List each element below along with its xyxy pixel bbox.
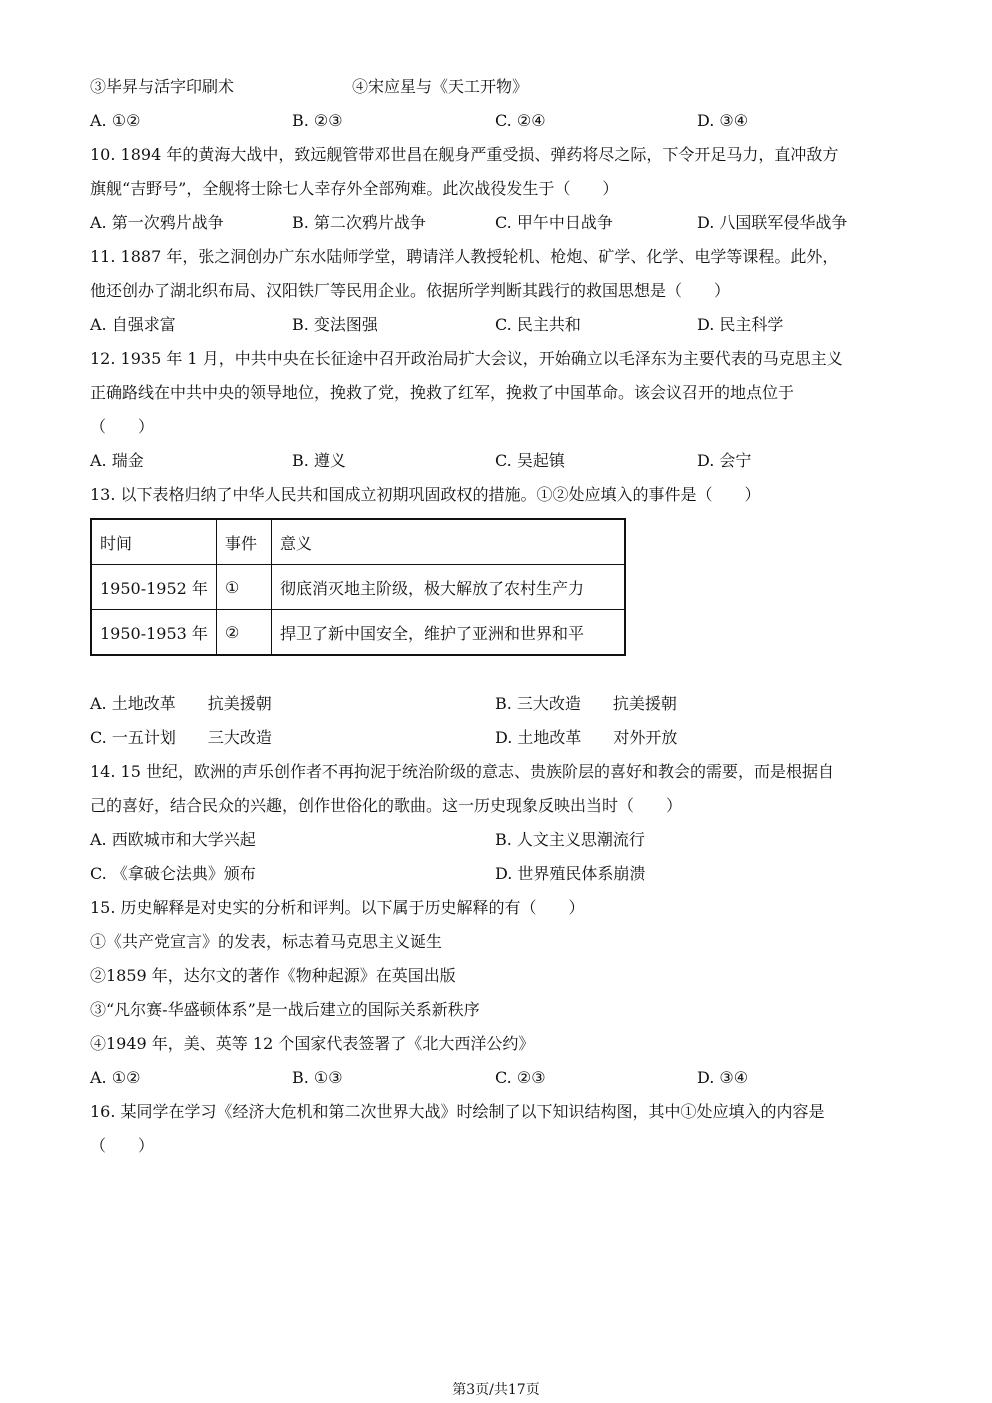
q12-option-b: B. 遵义 [292, 451, 346, 470]
prev-option-b: B. ②③ [292, 111, 343, 130]
row1-meaning: 彻底消灭地主阶级，极大解放了农村生产力 [271, 565, 625, 610]
q11-option-d: D. 民主科学 [697, 315, 784, 334]
q10-option-b: B. 第二次鸦片战争 [292, 213, 426, 232]
q13-table [90, 518, 626, 656]
q15-option-c: C. ②③ [495, 1068, 546, 1087]
header-event: 事件 [216, 519, 271, 565]
q11-option-a: A. 自强求富 [90, 315, 176, 334]
q16-stem-line-1: 16. 某同学在学习《经济大危机和第二次世界大战》时绘制了以下知识结构图，其中①处应填入的内容是 [90, 1102, 825, 1121]
q14-stem-line-2: 己的喜好，结合民众的兴趣，创作世俗化的歌曲。这一历史现象反映出当时（ ） [90, 796, 683, 815]
header-time: 时间 [91, 519, 216, 565]
q13-stem: 13. 以下表格归纳了中华人民共和国成立初期巩固政权的措施。①②处应填入的事件是（ ） [90, 485, 761, 504]
row2-event: ② [216, 610, 271, 656]
q12-option-a: A. 瑞金 [90, 451, 144, 470]
table-header-row [91, 519, 625, 565]
prev-option-d: D. ③④ [697, 111, 749, 130]
row2-meaning: 捍卫了新中国安全，维护了亚洲和世界和平 [271, 610, 625, 656]
q14-option-b: B. 人文主义思潮流行 [495, 830, 645, 849]
q12-stem-line-3: （ ） [90, 417, 155, 436]
q14-option-a: A. 西欧城市和大学兴起 [90, 830, 256, 849]
q10-option-d: D. 八国联军侵华战争 [697, 213, 848, 232]
q15-option-a: A. ①② [90, 1068, 141, 1087]
table-row [91, 610, 625, 656]
q14-option-d: D. 世界殖民体系崩溃 [495, 864, 646, 883]
q13-option-d: D. 土地改革 对外开放 [495, 728, 678, 747]
q15-item-2: ②1859 年，达尔文的著作《物种起源》在英国出版 [90, 966, 456, 985]
table-row [91, 565, 625, 610]
q15-item-1: ①《共产党宣言》的发表，标志着马克思主义诞生 [90, 932, 443, 951]
q16-stem-line-2: （ ） [90, 1136, 155, 1155]
page-number: 第3页/共17页 [452, 1382, 540, 1398]
header-meaning: 意义 [271, 519, 625, 565]
q11-stem-line-2: 他还创办了湖北织布局、汉阳铁厂等民用企业。依据所学判断其践行的救国思想是（ ） [90, 281, 731, 300]
q10-stem-line-1: 10. 1894 年的黄海大战中，致远舰管带邓世昌在舰身严重受损、弹药将尽之际，下令开足马力，直冲敌方 [90, 145, 839, 164]
q10-option-c: C. 甲午中日战争 [495, 213, 613, 232]
q11-stem-line-1: 11. 1887 年，张之洞创办广东水陆师学堂，聘请洋人教授轮机、枪炮、矿学、化学、电学等课程。此外， [90, 247, 839, 266]
q11-option-b: B. 变法图强 [292, 315, 378, 334]
q15-item-4: ④1949 年，美、英等 12 个国家代表签署了《北大西洋公约》 [90, 1034, 535, 1053]
q15-option-b: B. ①③ [292, 1068, 343, 1087]
prev-option-a: A. ①② [90, 111, 141, 130]
q12-stem-line-1: 12. 1935 年 1 月，中共中央在长征途中召开政治局扩大会议，开始确立以毛泽东为主要代表的马克思主义 [90, 349, 843, 368]
q13-option-c: C. 一五计划 三大改造 [90, 728, 272, 747]
q10-stem-line-2: 旗舰“吉野号”，全舰将士除七人幸存外全部殉难。此次战役发生于（ ） [90, 179, 619, 198]
row2-time: 1950-1953 年 [91, 610, 216, 656]
prev-item-4: ④宋应星与《天工开物》 [352, 77, 529, 96]
q12-option-c: C. 吴起镇 [495, 451, 565, 470]
row1-time: 1950-1952 年 [91, 565, 216, 610]
q15-stem: 15. 历史解释是对史实的分析和评判。以下属于历史解释的有（ ） [90, 898, 585, 917]
row1-event: ① [216, 565, 271, 610]
q13-option-a: A. 土地改革 抗美援朝 [90, 694, 272, 713]
q13-option-b: B. 三大改造 抗美援朝 [495, 694, 677, 713]
q12-stem-line-2: 正确路线在中共中央的领导地位，挽救了党，挽救了红军，挽救了中国革命。该会议召开的地点位于 [90, 383, 795, 402]
prev-item-3: ③毕昇与活字印刷术 [90, 77, 235, 96]
q15-option-d: D. ③④ [697, 1068, 749, 1087]
q14-option-c: C. 《拿破仑法典》颁布 [90, 864, 256, 883]
q10-option-a: A. 第一次鸦片战争 [90, 213, 224, 232]
q12-option-d: D. 会宁 [697, 451, 752, 470]
q15-item-3: ③“凡尔赛-华盛顿体系”是一战后建立的国际关系新秩序 [90, 1000, 480, 1019]
q14-stem-line-1: 14. 15 世纪，欧洲的声乐创作者不再拘泥于统治阶级的意志、贵族阶层的喜好和教会的需要，而是根据自 [90, 762, 834, 781]
prev-option-c: C. ②④ [495, 111, 546, 130]
q11-option-c: C. 民主共和 [495, 315, 581, 334]
